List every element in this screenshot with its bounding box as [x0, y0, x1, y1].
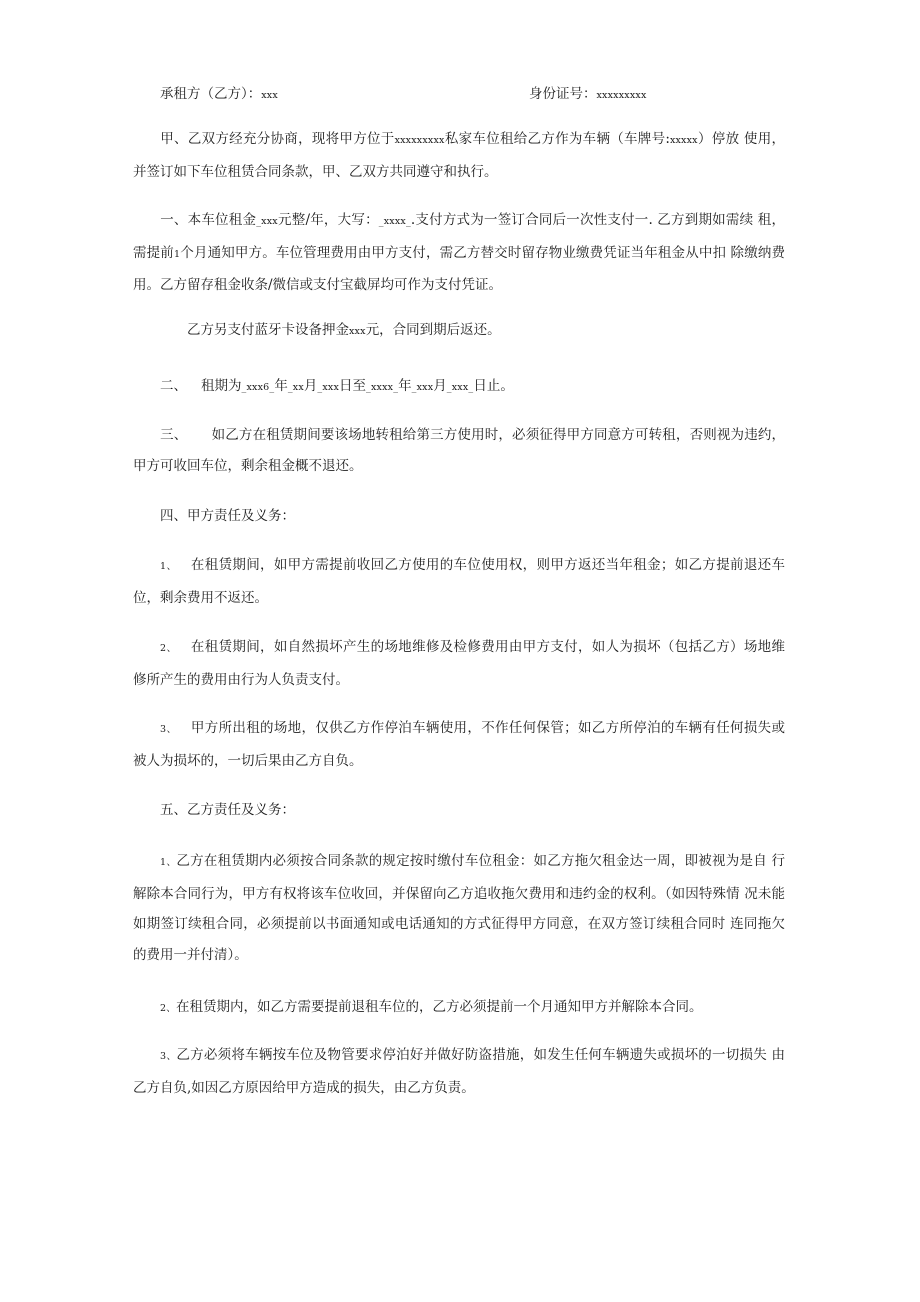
- clause-1-text-3: .支付方式为一签订合同后一次性支付一. 乙方到期如需续 租，需提前: [133, 212, 785, 261]
- clause-3-text: 如乙方在租赁期间要该场地转租给第三方使用时，必须征得甲方同意方可转租，否则视为违约， 甲方可收回车位，剩余租金概不退还。: [133, 427, 786, 474]
- lease-term-label: 租期为: [201, 378, 242, 394]
- clause-1-text-1: 一、本车位租金: [160, 212, 257, 228]
- clause-4-item-1-number: 1、: [160, 561, 177, 572]
- end-day-label: 日止。: [473, 378, 514, 394]
- lessee-line: [160, 82, 278, 102]
- clause-5-item-2-number: 2、: [160, 1003, 176, 1014]
- id-value: xxxxxxxxx: [596, 90, 647, 101]
- clause-5-item-2-text: 在租赁期内，如乙方需要提前退租车位的，乙方必须提前一个月通知甲方并解除本合同。: [175, 999, 703, 1015]
- end-year-value: _xxxx_: [366, 382, 399, 393]
- clause-5-item-3-number: 3、: [160, 1051, 177, 1062]
- clause-4-item-1: [133, 550, 785, 613]
- clause-4-item-3-text: 甲方所出租的场地，仅供乙方作停泊车辆使用，不作任何保管；如乙方所停泊的车辆有任何损失或 被人为损坏的，一切后果由乙方自负。: [133, 720, 785, 769]
- month-label-2: 月: [433, 378, 447, 394]
- intro-text-3: ）停放 使用，并签订如下车位租赁合同条款，甲、乙双方共同遵守和执行。: [133, 131, 785, 180]
- clause-4-item-2-number: 2、: [160, 643, 177, 654]
- clause-5-item-3: [133, 1040, 785, 1103]
- notice-months-value: 1: [173, 248, 181, 260]
- intro-paragraph: [133, 124, 785, 187]
- day-to-label: 日至: [339, 378, 367, 394]
- plate-value: xxxxx: [669, 135, 698, 146]
- clause-4-item-2: [133, 632, 785, 695]
- deposit-text-1: 乙方另支付蓝牙卡设备押金: [187, 322, 349, 338]
- year-label-2: 年: [398, 378, 412, 394]
- lessee-value: xxx: [261, 90, 278, 101]
- clause-4-item-3: [133, 713, 785, 776]
- clause-4-heading: [133, 501, 785, 532]
- deposit-text-2: 元，合同到期后返还。: [365, 322, 501, 338]
- clause-4-item-1-text: 在租赁期间，如甲方需提前收回乙方使用的车位使用权，则甲方返还当年租金；如乙方提前退还车位，剩余费用不返还。: [133, 557, 785, 606]
- clause-2-paragraph: [133, 371, 785, 404]
- id-label: 身份证号：: [529, 86, 597, 102]
- intro-text-2: 私家车位租给乙方作为车辆（车牌号:: [444, 131, 670, 147]
- month-label-1: 月: [303, 378, 318, 394]
- clause-4-heading-text: 四、甲方责任及义务：: [160, 508, 295, 524]
- deposit-paragraph: [133, 315, 785, 348]
- rent-value: _xxx: [256, 216, 278, 227]
- clause-5-item-1-text: 乙方在租赁期内必须按合同条款的规定按时缴付车位租金：如乙方拖欠租金达一周，即被视为是自 行解除本合同行为，甲方有权将该车位收回，并保留向乙方追收拖欠费用和违约金的权利。（如因特殊情 况未能如期签订续租合同，必须提前以书面通知或电话通知的方式征得甲方同意，在双方签订续租合同时 连同拖欠的费用一并付清）。: [133, 853, 785, 963]
- id-number-line: [529, 82, 647, 102]
- clause-3-paragraph: [133, 420, 785, 481]
- deposit-value: xxx: [349, 326, 366, 337]
- end-day-value: _xxx_: [446, 382, 474, 393]
- rent-upper-value: _xxxx_: [378, 216, 411, 227]
- start-month-value: _xx: [287, 382, 304, 393]
- clause-1-text-2: 元整/年，大写：: [277, 212, 379, 228]
- clause-5-item-1-number: 1、: [160, 857, 177, 868]
- clause-4-item-3-number: 3、: [160, 724, 177, 735]
- clause-5-heading: [133, 795, 785, 826]
- intro-text-1: 甲、乙双方经充分协商，现将甲方位于: [160, 131, 395, 147]
- location-value: xxxxxxxxx: [394, 135, 445, 146]
- clause-5-item-1: [133, 846, 785, 970]
- clause-5-item-3-text: 乙方必须将车辆按车位及物管要求停泊好并做好防盗措施，如发生任何车辆遗失或损坏的一切损失 由乙方自负,如因乙方原因给甲方造成的损失，由乙方负责。: [133, 1047, 785, 1096]
- start-year-value: _xxx6_: [241, 382, 275, 393]
- end-month-value: _xxx: [411, 382, 434, 393]
- clause-5-heading-text: 五、乙方责任及义务：: [160, 802, 295, 818]
- clause-3-number: 三、: [160, 427, 188, 443]
- clause-5-item-2: [133, 992, 785, 1025]
- clause-2-number: 二、: [160, 378, 187, 394]
- clause-1-paragraph: [133, 205, 785, 301]
- year-label-1: 年: [274, 378, 288, 394]
- start-day-value: _xxx: [317, 382, 340, 393]
- lessee-label: 承租方（乙方）：: [160, 86, 262, 102]
- clause-1-text-4: 个月通知甲方。车位管理费用由甲方支付，需乙方替交时留存物业缴费凭证当年租金从中扣 除缴纳费用。乙方留存租金收条/微信或支付宝截屏均可作为支付凭证。: [133, 244, 785, 293]
- clause-4-item-2-text: 在租赁期间，如自然损坏产生的场地维修及检修费用由甲方支付，如人为损坏（包括乙方）场地维 修所产生的费用由行为人负责支付。: [133, 639, 785, 688]
- header-row: [160, 82, 780, 104]
